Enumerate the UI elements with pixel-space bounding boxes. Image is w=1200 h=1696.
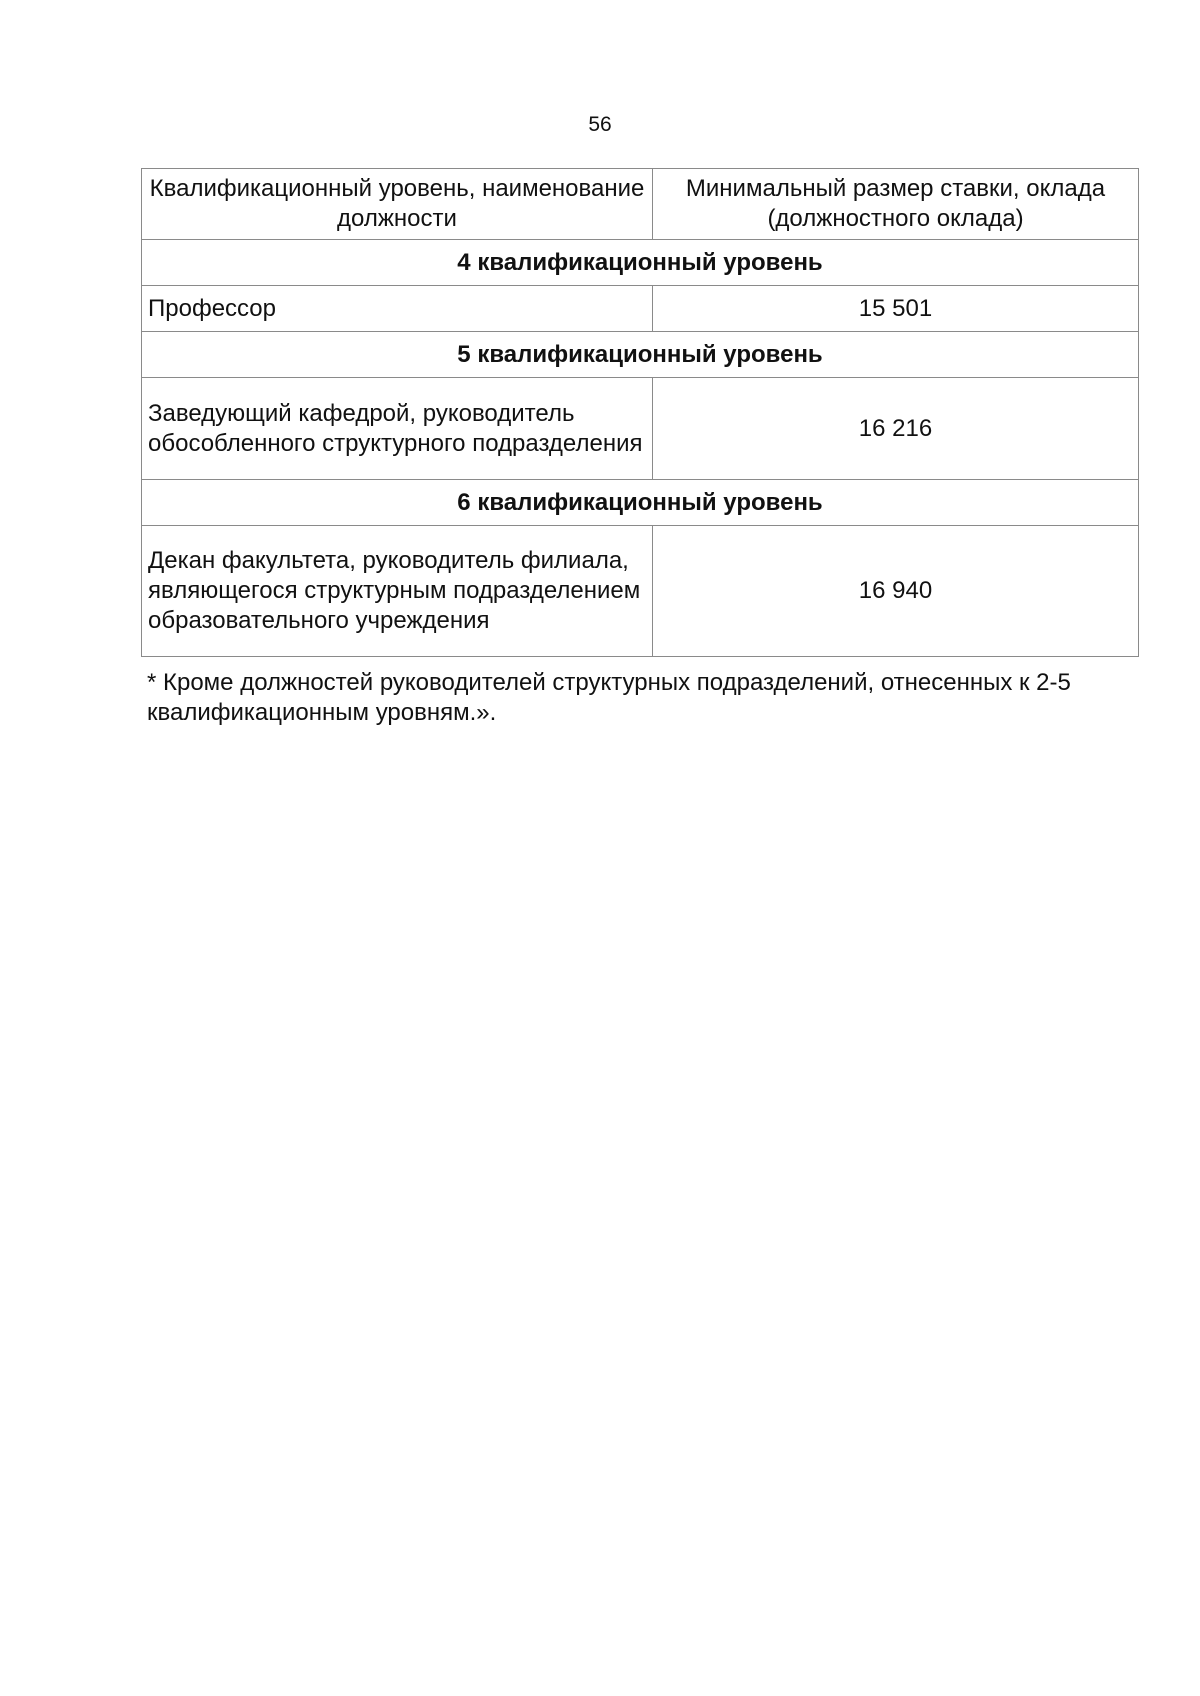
salary-amount: 15 501 [653, 286, 1139, 332]
salary-amount: 16 216 [653, 378, 1139, 480]
salary-amount: 16 940 [653, 526, 1139, 657]
position-name: Заведующий кафедрой, руководитель обособленного структурного подразделения [142, 378, 653, 480]
position-name: Декан факультета, руководитель филиала, являющегося структурным подразделением образовательного учреждения [142, 526, 653, 657]
table-row [142, 526, 1139, 657]
footnote: * Кроме должностей руководителей структурных подразделений, отнесенных к 2-5 квалификационным уровням.». [147, 669, 1071, 726]
table-header-row [142, 169, 1139, 240]
header-qualification-level: Квалификационный уровень, наименование должности [142, 169, 653, 240]
table-row [142, 378, 1139, 480]
page-number: 56 [588, 113, 612, 136]
header-minimum-salary: Минимальный размер ставки, оклада (должностного оклада) [653, 169, 1139, 240]
level-row-4 [142, 240, 1139, 286]
level-heading: 4 квалификационный уровень [142, 240, 1139, 286]
level-heading: 5 квалификационный уровень [142, 332, 1139, 378]
level-row-5 [142, 332, 1139, 378]
level-heading: 6 квалификационный уровень [142, 480, 1139, 526]
table-row [142, 286, 1139, 332]
salary-table [141, 168, 1139, 657]
position-name: Профессор [142, 286, 653, 332]
level-row-6 [142, 480, 1139, 526]
